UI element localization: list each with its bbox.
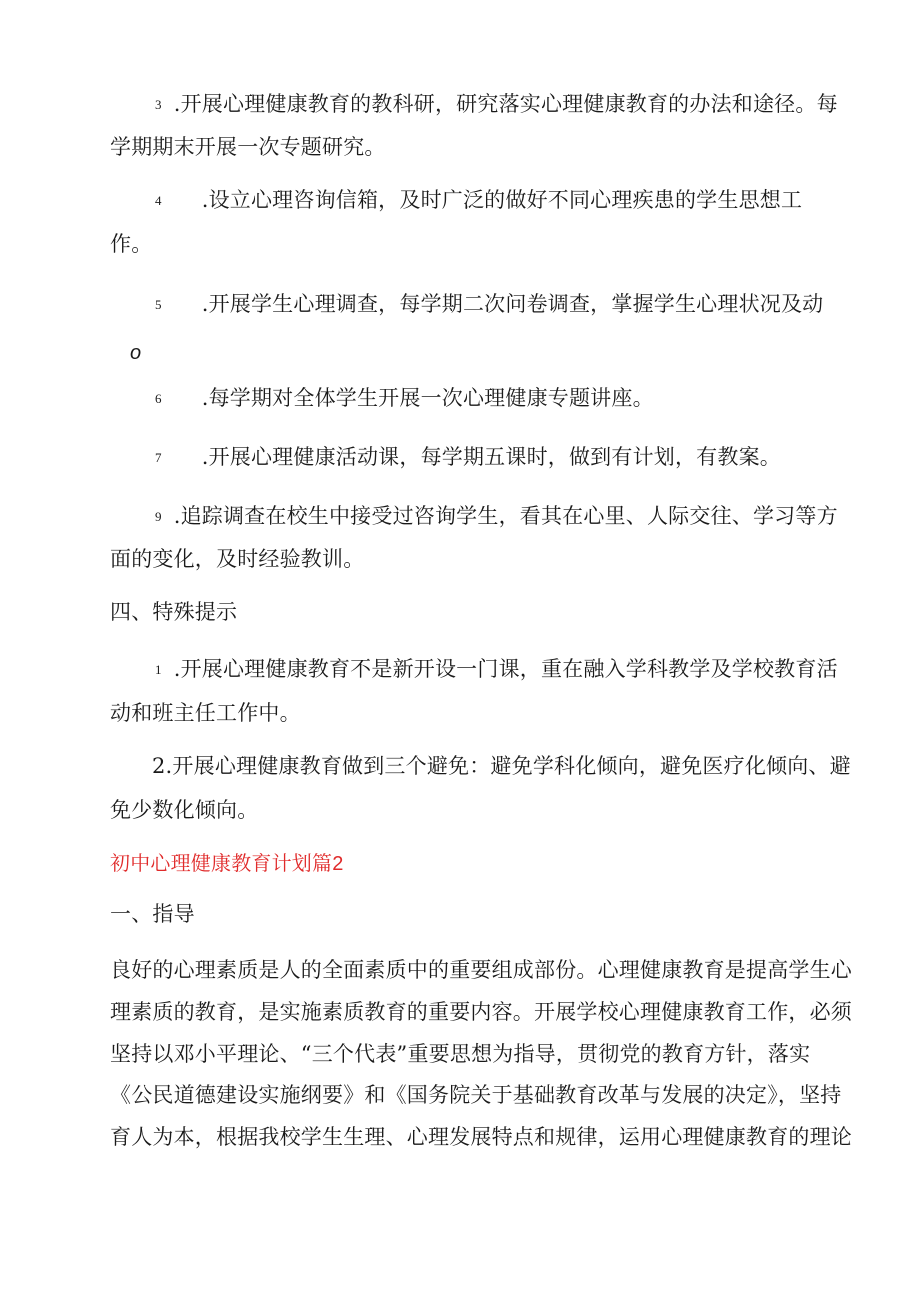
article-title: 初中心理健康教育计划篇2 [110, 853, 344, 875]
list-item [155, 384, 654, 413]
item-text: .设立心理咨询信箱，及时广泛的做好不同心理疾患的学生思想工 [201, 188, 803, 212]
list-item [155, 186, 802, 215]
item-number: 3 [155, 97, 162, 112]
section-heading: 一、指导 [110, 902, 195, 926]
paragraph-line: 坚持以邓小平理论、“三个代表”重要思想为指导，贯彻党的教育方针，落实 [110, 1042, 811, 1066]
list-item [155, 502, 838, 531]
paragraph-line: 良好的心理素质是人的全面素质中的重要组成部份。心理健康教育是提高学生心 [110, 958, 852, 982]
list-item [155, 290, 823, 319]
list-item [155, 443, 781, 472]
item-number: 6 [155, 391, 162, 406]
paragraph-line: 理素质的教育，是实施素质教育的重要内容。开展学校心理健康教育工作，必须 [110, 1000, 852, 1024]
list-item: 2.开展心理健康教育做到三个避免：避免学科化倾向，避免医疗化倾向、避 [152, 754, 851, 778]
paragraph-line: 《公民道德建设实施纲要》和《国务院关于基础教育改革与发展的决定》，坚持 [110, 1083, 842, 1107]
item-text: .追踪调查在校生中接受过咨询学生，看其在心里、人际交往、学习等方 [173, 504, 838, 528]
item-text: .开展学生心理调查，每学期二次问卷调查，掌握学生心理状况及动 [201, 292, 824, 316]
paragraph-line: 育人为本，根据我校学生生理、心理发展特点和规律，运用心理健康教育的理论 [110, 1125, 852, 1149]
item-text: .每学期对全体学生开展一次心理健康专题讲座。 [201, 386, 654, 410]
item-number: 5 [155, 297, 162, 312]
item-text: .开展心理健康活动课，每学期五课时，做到有计划，有教案。 [201, 445, 781, 469]
list-item [155, 90, 838, 119]
list-item [155, 655, 838, 684]
list-item-continuation: 学期期末开展一次专题研究。 [110, 135, 386, 159]
item-number: 9 [155, 509, 162, 524]
item-number: 4 [155, 193, 162, 208]
list-item-continuation: 面的变化，及时经验教训。 [110, 547, 365, 571]
section-heading: 四、特殊提示 [110, 600, 238, 624]
item-text: .开展心理健康教育不是新开设一门课，重在融入学科教学及学校教育活 [173, 657, 838, 681]
list-item-continuation: 作。 [110, 232, 153, 256]
list-item-continuation: o [130, 342, 142, 364]
list-item-continuation: 动和班主任工作中。 [110, 701, 301, 725]
item-text: .开展心理健康教育的教科研，研究落实心理健康教育的办法和途径。每 [173, 92, 838, 116]
list-item-continuation: 免少数化倾向。 [110, 798, 259, 822]
item-number: 7 [155, 450, 162, 465]
item-number: 1 [155, 662, 162, 677]
